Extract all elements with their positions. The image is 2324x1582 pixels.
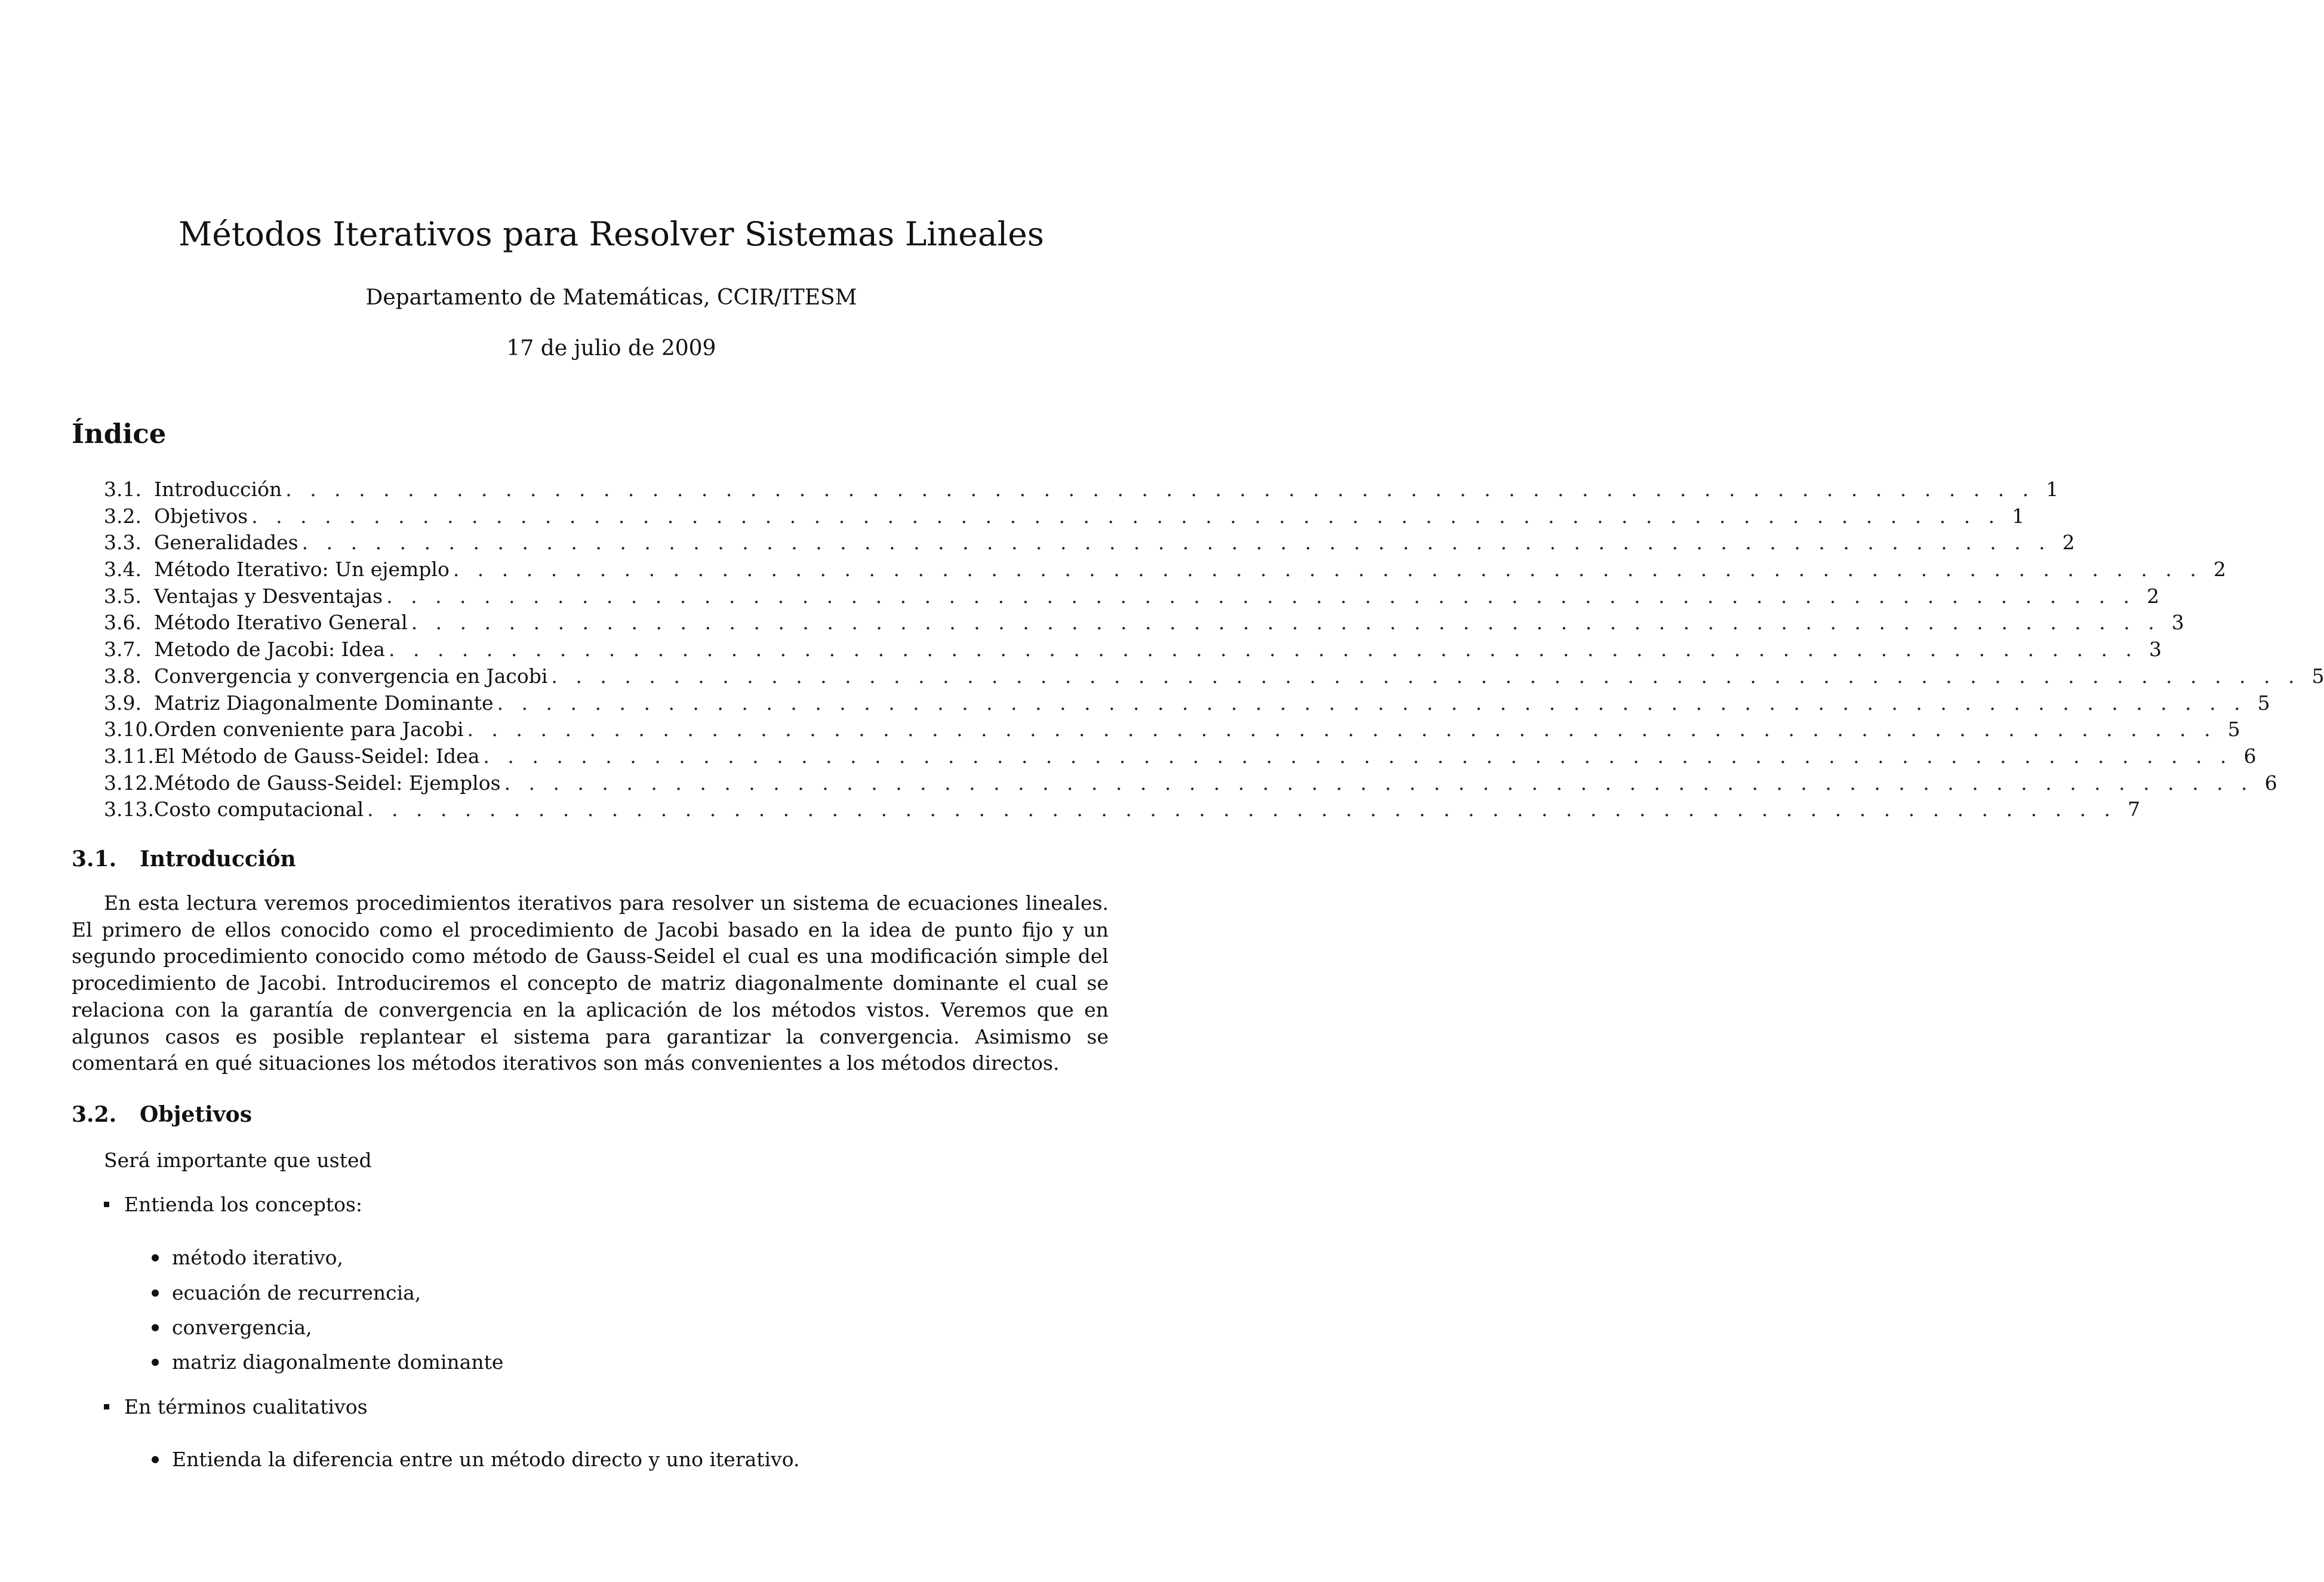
toc-entry[interactable] — [104, 611, 2184, 638]
list-item — [152, 1246, 343, 1269]
toc-entry-number: 3.1. — [104, 478, 141, 501]
document-date: 17 de julio de 2009 — [506, 336, 716, 361]
toc-entry-page: 5 — [2311, 664, 2324, 688]
list-item-text: En términos cualitativos — [124, 1395, 368, 1418]
toc-leader-dots: . . . . . . . . . . . . . . . . . . . . . . . . . . . . . . . . . . . . . . . . . . . . . . . . . . . . . . . . . . . . . . . . . . . . . . . . — [251, 504, 2001, 528]
document-title: Métodos Iterativos para Resolver Sistemas Lineales — [178, 215, 1045, 253]
toc-entry-title: Método Iterativo General — [154, 611, 408, 635]
list-item-text: matriz diagonalmente dominante — [172, 1350, 504, 1374]
toc-entry-number: 3.12. — [104, 771, 154, 795]
toc-entry-page: 5 — [2227, 718, 2240, 741]
toc-leader-dots: . . . . . . . . . . . . . . . . . . . . . . . . . . . . . . . . . . . . . . . . . . . . . . . . . . . . . . . . . . . . . . . . . . . . . . . . — [285, 478, 2035, 501]
list-item — [152, 1350, 503, 1374]
list-item-text: Entienda los conceptos: — [124, 1193, 362, 1216]
document-author: Departamento de Matemáticas, CCIR/ITESM — [365, 285, 857, 310]
section-number: 3.1. — [72, 847, 117, 872]
section-title: Introducción — [140, 847, 296, 872]
toc-entry[interactable] — [104, 718, 2240, 744]
toc-entry[interactable] — [104, 478, 2059, 504]
toc-entry-page: 1 — [2012, 504, 2025, 528]
toc-entry-page: 6 — [2243, 744, 2257, 768]
toc-entry-title: Método Iterativo: Un ejemplo — [154, 558, 450, 581]
section-heading-introduccion — [72, 847, 296, 872]
toc-entry[interactable] — [104, 798, 2141, 824]
objetivos-lead: Será importante que usted — [104, 1149, 372, 1172]
toc-entry-title: Método de Gauss-Seidel: Ejemplos — [154, 771, 501, 795]
toc-entry-page: 2 — [2147, 584, 2160, 608]
table-of-contents — [104, 478, 2324, 824]
toc-entry-title: Objetivos — [154, 504, 248, 528]
toc-leader-dots: . . . . . . . . . . . . . . . . . . . . . . . . . . . . . . . . . . . . . . . . . . . . . . . . . . . . . . . . . . . . . . . . . . . . . . . . — [483, 744, 2233, 768]
list-item — [104, 1395, 368, 1418]
toc-entry[interactable] — [104, 664, 2324, 691]
list-item-text: Entienda la diferencia entre un método directo y uno iterativo. — [172, 1448, 800, 1471]
toc-entry-title: El Método de Gauss-Seidel: Idea — [154, 744, 480, 768]
square-bullet-icon — [104, 1404, 109, 1409]
toc-leader-dots: . . . . . . . . . . . . . . . . . . . . . . . . . . . . . . . . . . . . . . . . . . . . . . . . . . . . . . . . . . . . . . . . . . . . . . . . — [411, 611, 2160, 635]
toc-entry-number: 3.2. — [104, 504, 141, 528]
toc-entry-title: Ventajas y Desventajas — [154, 584, 383, 608]
section-title: Objetivos — [140, 1102, 252, 1127]
toc-leader-dots: . . . . . . . . . . . . . . . . . . . . . . . . . . . . . . . . . . . . . . . . . . . . . . . . . . . . . . . . . . . . . . . . . . . . . . . . — [497, 691, 2246, 715]
toc-entry-page: 1 — [2046, 478, 2059, 501]
toc-entry-number: 3.11. — [104, 744, 154, 768]
round-bullet-icon — [152, 1324, 159, 1331]
toc-leader-dots: . . . . . . . . . . . . . . . . . . . . . . . . . . . . . . . . . . . . . . . . . . . . . . . . . . . . . . . . . . . . . . . . . . . . . . . . — [386, 584, 2136, 608]
round-bullet-icon — [152, 1359, 159, 1366]
toc-entry-number: 3.9. — [104, 691, 141, 715]
toc-entry[interactable] — [104, 771, 2277, 798]
list-item-text: ecuación de recurrencia, — [172, 1281, 421, 1304]
toc-entry[interactable] — [104, 584, 2160, 611]
toc-leader-dots: . . . . . . . . . . . . . . . . . . . . . . . . . . . . . . . . . . . . . . . . . . . . . . . . . . . . . . . . . . . . . . . . . . . . . . . . — [453, 558, 2202, 581]
toc-entry-page: 2 — [2213, 558, 2226, 581]
section-heading-objetivos — [72, 1102, 252, 1127]
toc-entry[interactable] — [104, 638, 2162, 664]
toc-leader-dots: . . . . . . . . . . . . . . . . . . . . . . . . . . . . . . . . . . . . . . . . . . . . . . . . . . . . . . . . . . . . . . . . . . . . . . . . — [467, 718, 2217, 741]
toc-leader-dots: . . . . . . . . . . . . . . . . . . . . . . . . . . . . . . . . . . . . . . . . . . . . . . . . . . . . . . . . . . . . . . . . . . . . . . . . — [504, 771, 2254, 795]
toc-entry-number: 3.10. — [104, 718, 154, 741]
toc-leader-dots: . . . . . . . . . . . . . . . . . . . . . . . . . . . . . . . . . . . . . . . . . . . . . . . . . . . . . . . . . . . . . . . . . . . . . . . . — [367, 798, 2117, 821]
list-item — [152, 1448, 800, 1471]
toc-entry-page: 7 — [2128, 798, 2141, 821]
toc-entry-title: Matriz Diagonalmente Dominante — [154, 691, 494, 715]
toc-entry-page: 6 — [2264, 771, 2277, 795]
toc-entry-number: 3.5. — [104, 584, 141, 608]
section-number: 3.2. — [72, 1102, 117, 1127]
toc-entry[interactable] — [104, 504, 2025, 531]
list-item-text: método iterativo, — [172, 1246, 344, 1269]
toc-entry-page: 2 — [2062, 531, 2075, 555]
round-bullet-icon — [152, 1289, 159, 1297]
toc-entry-page: 3 — [2149, 638, 2162, 661]
toc-leader-dots: . . . . . . . . . . . . . . . . . . . . . . . . . . . . . . . . . . . . . . . . . . . . . . . . . . . . . . . . . . . . . . . . . . . . . . . . — [551, 664, 2301, 688]
toc-entry-number: 3.13. — [104, 798, 154, 821]
toc-entry[interactable] — [104, 691, 2270, 718]
toc-entry[interactable] — [104, 558, 2226, 584]
toc-leader-dots: . . . . . . . . . . . . . . . . . . . . . . . . . . . . . . . . . . . . . . . . . . . . . . . . . . . . . . . . . . . . . . . . . . . . . . . . — [301, 531, 2051, 555]
toc-entry-number: 3.7. — [104, 638, 141, 661]
square-bullet-icon — [104, 1202, 109, 1207]
toc-entry-title: Convergencia y convergencia en Jacobi — [154, 664, 548, 688]
toc-entry-number: 3.8. — [104, 664, 141, 688]
list-item — [152, 1281, 421, 1304]
round-bullet-icon — [152, 1456, 159, 1463]
list-item — [104, 1193, 362, 1216]
toc-heading: Índice — [72, 418, 167, 450]
toc-entry-page: 3 — [2171, 611, 2184, 635]
toc-entry-title: Introducción — [154, 478, 282, 501]
list-item — [152, 1316, 312, 1339]
toc-entry[interactable] — [104, 744, 2257, 771]
toc-entry-number: 3.3. — [104, 531, 141, 555]
list-item-text: convergencia, — [172, 1316, 312, 1339]
toc-entry-number: 3.6. — [104, 611, 141, 635]
toc-entry-title: Orden conveniente para Jacobi — [154, 718, 464, 741]
toc-entry-title: Generalidades — [154, 531, 298, 555]
toc-entry-page: 5 — [2257, 691, 2270, 715]
toc-leader-dots: . . . . . . . . . . . . . . . . . . . . . . . . . . . . . . . . . . . . . . . . . . . . . . . . . . . . . . . . . . . . . . . . . . . . . . . . — [388, 638, 2138, 661]
round-bullet-icon — [152, 1254, 159, 1261]
toc-entry-title: Costo computacional — [154, 798, 364, 821]
toc-entry-title: Metodo de Jacobi: Idea — [154, 638, 385, 661]
intro-paragraph: En esta lectura veremos procedimientos iterativos para resolver un sistema de ecuaciones lineales. El primero de ellos conocido como el procedimiento de Jacobi basado en la idea de punto fijo y un segundo procedimiento conocido como método de Gauss-Seidel el cual es una modificación simple del procedimiento de Jacobi. Introduciremos el concepto de matriz diagonalmente dominante el cual se relaciona con la garantía de convergencia en la aplicación de los métodos vistos. Veremos que en algunos casos es posible replantear el sistema para garantizar la convergencia. Asimismo se comentará en qué situaciones los métodos iterativos son más convenientes a los métodos directos. — [72, 891, 1109, 1075]
toc-entry[interactable] — [104, 531, 2075, 558]
toc-entry-number: 3.4. — [104, 558, 141, 581]
